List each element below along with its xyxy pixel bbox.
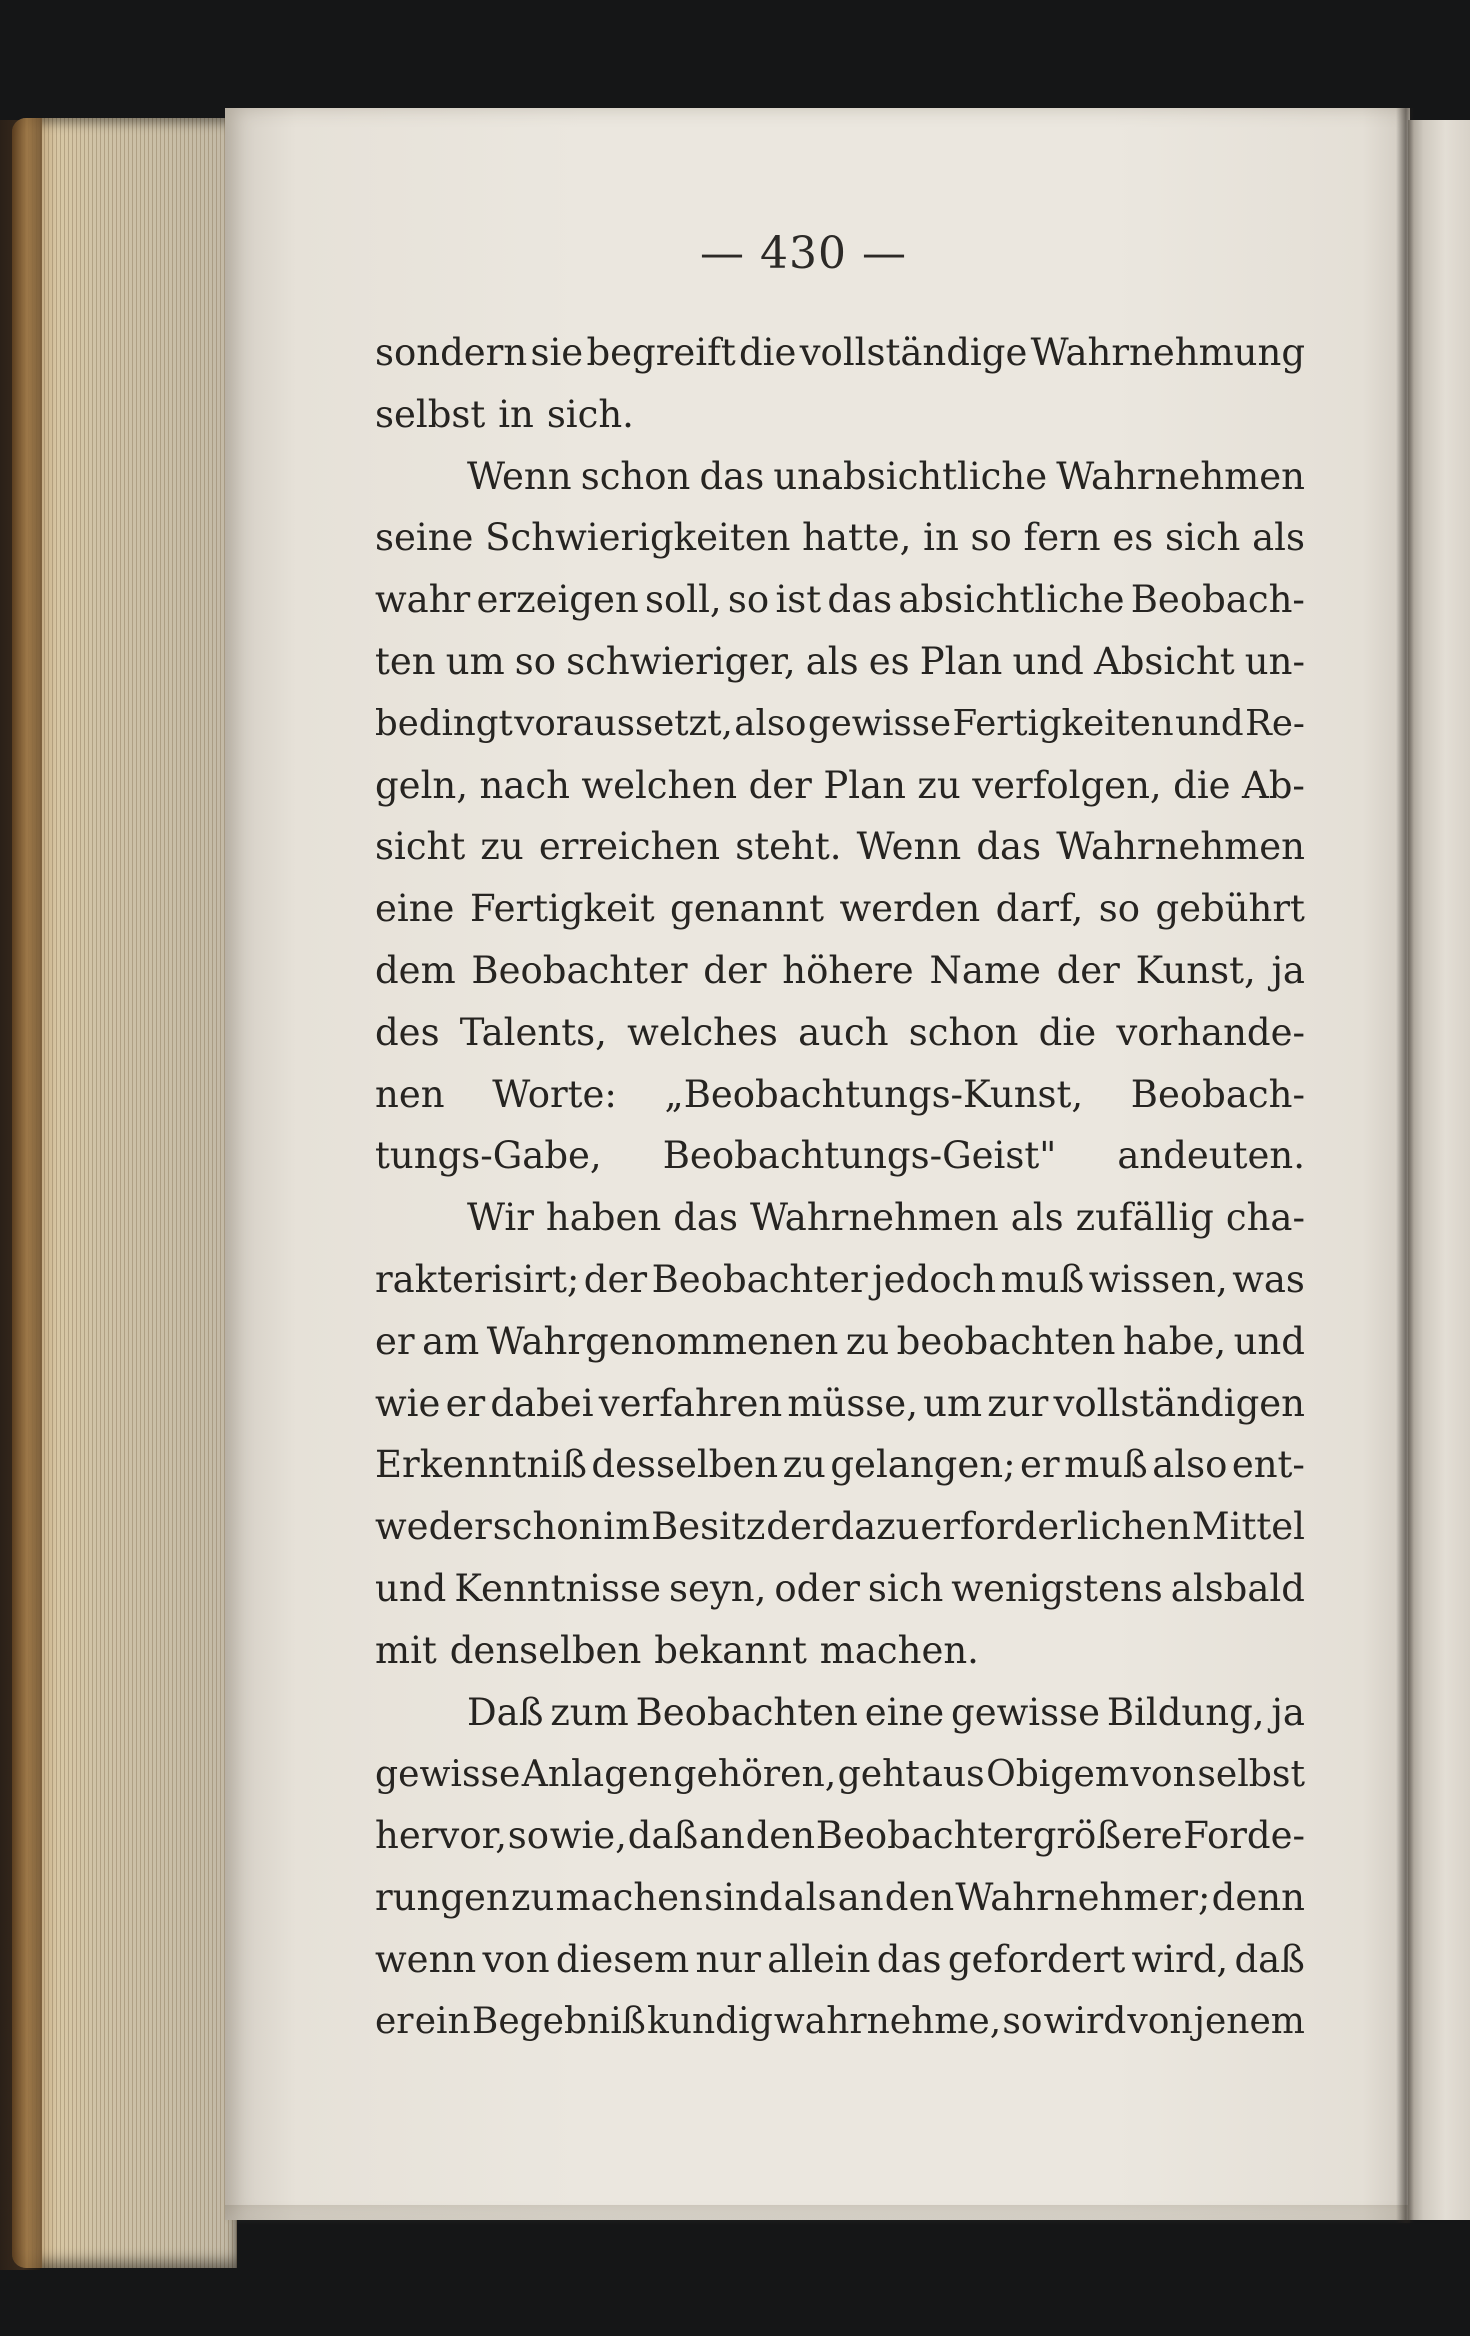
- word: so: [970, 516, 1012, 560]
- word: bekannt: [654, 1628, 807, 1672]
- word: gewisse: [807, 702, 951, 744]
- word: voraussetzt,: [514, 702, 733, 744]
- word: um: [923, 1381, 983, 1425]
- word: sich: [867, 1566, 944, 1610]
- text-line: [375, 878, 1305, 940]
- word: und: [375, 1566, 447, 1610]
- word: gehören,: [673, 1752, 837, 1796]
- text-line: [375, 1867, 1305, 1929]
- word: Plan: [823, 763, 906, 807]
- word: müsse,: [787, 1381, 918, 1425]
- word: haben: [545, 1196, 662, 1240]
- word: schon: [580, 454, 691, 498]
- word: geht: [837, 1752, 920, 1796]
- word: verfahren: [598, 1381, 783, 1425]
- word: gefordert: [947, 1937, 1126, 1981]
- word: erzeigen: [476, 578, 639, 622]
- word: Wenn: [856, 825, 962, 869]
- word: diesem: [555, 1937, 690, 1981]
- text-line: [375, 1929, 1305, 1991]
- word: der: [1056, 948, 1120, 992]
- word: „Beobachtungs-Kunst,: [664, 1072, 1084, 1116]
- word: cha-: [1225, 1196, 1305, 1240]
- word: so: [507, 1814, 550, 1858]
- word: Daß: [467, 1690, 544, 1734]
- word: an: [698, 1814, 745, 1858]
- word: wird: [1043, 2000, 1127, 2042]
- word: nach: [479, 763, 570, 807]
- word: nen: [375, 1072, 445, 1116]
- text-line: [375, 569, 1305, 631]
- text-line: [375, 1805, 1305, 1867]
- word: Wahrnehmen: [749, 1196, 999, 1240]
- word: das: [827, 578, 893, 622]
- word: so: [1002, 2000, 1043, 2042]
- word: zur: [987, 1381, 1049, 1425]
- word: mit: [375, 1628, 437, 1672]
- text-line: [375, 1620, 1305, 1682]
- word: schon: [492, 1505, 603, 1549]
- text-line: [375, 631, 1305, 693]
- word: seine: [375, 516, 474, 560]
- word: wenn: [375, 1937, 477, 1981]
- word: sind: [704, 1875, 783, 1919]
- word: zu: [917, 763, 961, 807]
- word: fern: [1023, 516, 1101, 560]
- word: rungen: [375, 1875, 510, 1919]
- word: als: [1252, 516, 1305, 560]
- word: machen: [555, 1875, 703, 1919]
- word: er: [1020, 1443, 1060, 1487]
- word: als: [783, 1875, 837, 1919]
- word: im: [603, 1505, 651, 1549]
- text-line: [375, 1125, 1305, 1187]
- text-line: [375, 1434, 1305, 1496]
- word: eine: [864, 1690, 945, 1734]
- word: vollständigen: [1053, 1381, 1305, 1425]
- word: begreift: [586, 331, 736, 374]
- word: schon: [908, 1010, 1019, 1054]
- word: zu: [782, 1443, 826, 1487]
- word: selbst: [375, 392, 486, 436]
- word: an: [837, 1875, 884, 1919]
- word: so: [727, 578, 770, 622]
- word: Fertigkeiten: [952, 702, 1174, 744]
- word: dazu: [830, 1505, 920, 1549]
- word: was: [1232, 1257, 1305, 1301]
- word: gelangen;: [830, 1443, 1016, 1487]
- word: Besitz: [651, 1505, 766, 1549]
- word: Wahrnehmen: [1056, 454, 1305, 498]
- word: Beobachtungs-Geist": [662, 1134, 1057, 1178]
- word: von: [1130, 1752, 1196, 1796]
- word: ist: [775, 578, 822, 622]
- word: wahrnehme,: [773, 2000, 1002, 2042]
- word: Begebniß: [471, 2000, 646, 2042]
- word: wie,: [549, 1814, 627, 1858]
- word: tungs-Gabe,: [375, 1134, 602, 1178]
- word: und: [1175, 702, 1244, 744]
- word: so: [1098, 887, 1140, 931]
- word: gebührt: [1155, 887, 1305, 931]
- word: desselben: [591, 1443, 779, 1487]
- word: wird,: [1131, 1937, 1229, 1981]
- word: es: [868, 639, 910, 683]
- word: schwieriger,: [566, 639, 796, 683]
- word: Worte:: [492, 1072, 617, 1116]
- page-bottom-shadow: [225, 2205, 1410, 2225]
- word: Beobachter: [651, 1257, 868, 1301]
- word: muß: [1064, 1443, 1148, 1487]
- word: un-: [1244, 639, 1305, 683]
- word: sie: [530, 331, 584, 374]
- text-line: [375, 384, 1305, 446]
- word: gewisse: [951, 1690, 1101, 1734]
- word: Forde-: [1183, 1814, 1305, 1858]
- word: das: [699, 454, 765, 498]
- word: Beobachter: [815, 1814, 1032, 1858]
- word: höhere: [782, 948, 914, 992]
- text-line: [375, 1682, 1305, 1744]
- word: welchen: [581, 763, 738, 807]
- gutter-shadow: [1396, 108, 1414, 2223]
- text-line: [375, 1311, 1305, 1373]
- word: welches: [627, 1010, 778, 1054]
- word: daß: [1234, 1937, 1305, 1981]
- word: zum: [550, 1690, 629, 1734]
- word: also: [1152, 1443, 1228, 1487]
- word: weder: [375, 1505, 492, 1549]
- page-stack: [12, 118, 237, 2268]
- word: von: [482, 1937, 550, 1981]
- word: beobachten: [896, 1319, 1116, 1363]
- word: es: [1112, 516, 1154, 560]
- word: ten: [375, 639, 436, 683]
- word: wenigstens: [951, 1566, 1163, 1610]
- word: Wahrnehmen: [1056, 825, 1305, 869]
- word: und: [1233, 1319, 1305, 1363]
- word: die: [738, 331, 797, 374]
- word: Beobachter: [471, 948, 688, 992]
- word: Ab-: [1242, 763, 1305, 807]
- page-number: — 430 —: [700, 228, 907, 279]
- text-line: [375, 755, 1305, 817]
- word: Plan: [919, 639, 1003, 683]
- word: erforderlichen: [920, 1505, 1191, 1549]
- word: das: [976, 825, 1042, 869]
- text-line: [375, 1249, 1305, 1311]
- word: die: [1038, 1010, 1097, 1054]
- word: allein: [767, 1937, 871, 1981]
- text-line: [375, 1991, 1305, 2053]
- word: Kenntnisse: [454, 1566, 661, 1610]
- word: geln,: [375, 763, 469, 807]
- word: er: [445, 1381, 486, 1425]
- word: gewisse: [375, 1752, 521, 1796]
- word: absichtliche: [898, 578, 1125, 622]
- text-line: [375, 940, 1305, 1002]
- word: Wahrnehmung: [1030, 331, 1305, 374]
- word: daß: [627, 1814, 699, 1858]
- word: er: [375, 1319, 415, 1363]
- word: des: [375, 1010, 440, 1054]
- word: rakterisirt;: [375, 1257, 580, 1301]
- word: wahr: [375, 578, 471, 622]
- text-line: [375, 693, 1305, 755]
- word: Name: [929, 948, 1041, 992]
- word: zu: [845, 1319, 890, 1363]
- word: sich.: [546, 392, 634, 436]
- word: um: [445, 639, 505, 683]
- text-line: [375, 1064, 1305, 1126]
- word: der: [748, 763, 812, 807]
- text-line: [375, 1002, 1305, 1064]
- word: jenem: [1193, 2000, 1305, 2042]
- word: wie: [375, 1381, 441, 1425]
- word: auch: [798, 1010, 889, 1054]
- word: Mittel: [1191, 1505, 1305, 1549]
- word: den: [884, 1875, 955, 1919]
- word: Schwierigkeiten: [485, 516, 791, 560]
- word: hatte,: [802, 516, 912, 560]
- word: kundig: [646, 2000, 773, 2042]
- facing-page: [1408, 120, 1470, 2220]
- word: und: [1012, 639, 1084, 683]
- word: in: [923, 516, 959, 560]
- word: zu: [510, 1875, 555, 1919]
- word: der: [703, 948, 767, 992]
- word: Fertigkeit: [469, 887, 655, 931]
- word: Absicht: [1094, 639, 1235, 683]
- word: zu: [480, 825, 524, 869]
- word: muß: [1000, 1257, 1085, 1301]
- word: dem: [375, 948, 456, 992]
- word: darf,: [995, 887, 1084, 931]
- word: andeuten.: [1117, 1134, 1305, 1178]
- word: ent-: [1231, 1443, 1305, 1487]
- word: erreichen: [538, 825, 721, 869]
- word: sich: [1164, 516, 1241, 560]
- word: vorhande-: [1116, 1010, 1305, 1054]
- word: Wir: [467, 1196, 534, 1240]
- word: als: [1010, 1196, 1064, 1240]
- word: ja: [1271, 948, 1305, 992]
- word: so: [514, 639, 557, 683]
- text-line: [375, 322, 1305, 384]
- word: selbst: [1197, 1752, 1305, 1796]
- word: also: [734, 702, 807, 744]
- gilt-edge: [12, 118, 42, 2268]
- word: er: [375, 2000, 414, 2042]
- word: Wahrgenommenen: [486, 1319, 839, 1363]
- word: Wenn: [467, 454, 572, 498]
- word: vollständige: [799, 331, 1028, 374]
- word: denselben: [449, 1628, 642, 1672]
- word: hervor,: [375, 1814, 507, 1858]
- body-text: [375, 322, 1305, 2052]
- text-line: [375, 1558, 1305, 1620]
- word: Wahrnehmer;: [955, 1875, 1211, 1919]
- word: Anlagen: [521, 1752, 672, 1796]
- word: die: [1173, 763, 1231, 807]
- word: jedoch: [872, 1257, 997, 1301]
- word: alsbald: [1170, 1566, 1305, 1610]
- word: Bildung,: [1106, 1690, 1265, 1734]
- word: nur: [695, 1937, 761, 1981]
- word: wissen,: [1088, 1257, 1228, 1301]
- word: unabsichtliche: [773, 454, 1048, 498]
- word: genannt: [670, 887, 825, 931]
- word: Obigem: [986, 1752, 1130, 1796]
- word: das: [673, 1196, 738, 1240]
- word: eine: [375, 887, 455, 931]
- word: Re-: [1245, 702, 1305, 744]
- word: seyn,: [668, 1566, 767, 1610]
- word: zufällig: [1075, 1196, 1214, 1240]
- word: in: [498, 392, 534, 436]
- word: habe,: [1122, 1319, 1227, 1363]
- word: sondern: [375, 331, 528, 374]
- text-line: [375, 1373, 1305, 1435]
- word: Kunst,: [1135, 948, 1256, 992]
- word: Talents,: [459, 1010, 607, 1054]
- word: machen.: [819, 1628, 979, 1672]
- word: der: [766, 1505, 830, 1549]
- word: Beobach-: [1130, 1072, 1305, 1116]
- word: ein: [414, 2000, 471, 2042]
- word: bedingt: [375, 702, 513, 744]
- word: Erkenntniß: [375, 1443, 587, 1487]
- word: werden: [839, 887, 981, 931]
- word: dabei: [490, 1381, 594, 1425]
- word: den: [745, 1814, 816, 1858]
- word: Beobach-: [1130, 578, 1305, 622]
- word: steht.: [735, 825, 842, 869]
- word: verfolgen,: [972, 763, 1162, 807]
- word: Beobachten: [635, 1690, 858, 1734]
- word: als: [805, 639, 859, 683]
- text-line: [375, 1743, 1305, 1805]
- word: oder: [774, 1566, 860, 1610]
- word: der: [583, 1257, 648, 1301]
- text-line: [375, 507, 1305, 569]
- text-line: [375, 446, 1305, 508]
- word: sicht: [375, 825, 466, 869]
- text-line: [375, 816, 1305, 878]
- word: ja: [1271, 1690, 1305, 1734]
- word: das: [876, 1937, 942, 1981]
- word: denn: [1211, 1875, 1305, 1919]
- word: größere: [1032, 1814, 1183, 1858]
- word: soll,: [644, 578, 722, 622]
- word: von: [1127, 2000, 1193, 2042]
- word: am: [422, 1319, 480, 1363]
- word: aus: [921, 1752, 985, 1796]
- text-line: [375, 1496, 1305, 1558]
- text-line: [375, 1187, 1305, 1249]
